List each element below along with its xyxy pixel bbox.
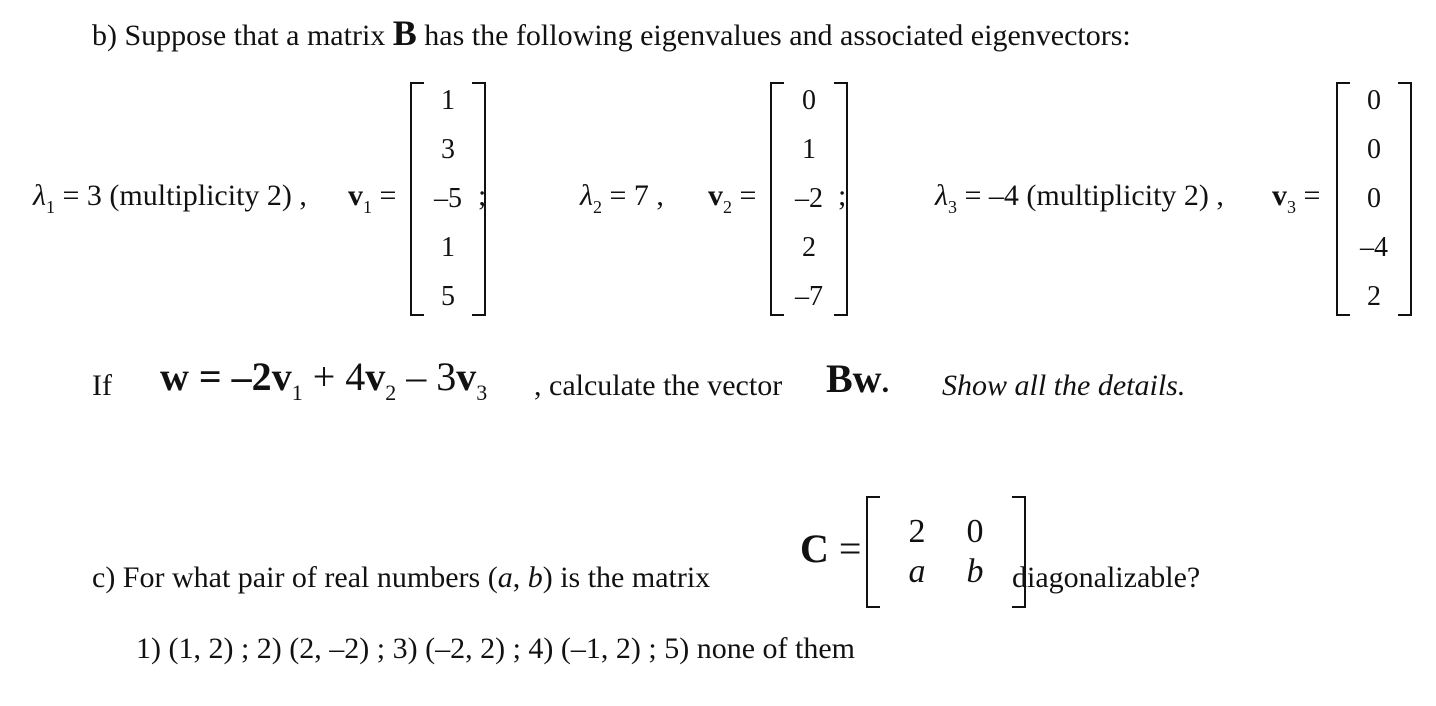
matrix-entry: 1 [441,232,455,263]
bw-symbol [826,357,889,405]
vector-subscript: 3 [1287,197,1296,217]
equals-sign: = [828,526,862,571]
lambda-subscript: 2 [593,197,602,217]
vector-symbol: v [365,354,386,399]
vector-subscript: 2 [723,197,732,217]
eigenvector-1-label [348,179,396,216]
matrix-entry: 0 [1367,134,1381,165]
vector-symbol: v [708,179,723,212]
vector-subscript: 2 [385,380,397,405]
diagonalizable-text: diagonalizable? [1012,561,1201,594]
lambda-subscript: 3 [948,197,957,217]
intro-prefix: b) Suppose that a matrix [92,19,393,52]
part-b-intro [92,13,1131,53]
part-c-question [92,561,710,595]
bw-text: Bw [826,356,882,401]
vector-symbol: v [456,354,477,399]
lambda-symbol: λ [935,179,948,212]
matrix-entry: 5 [441,281,455,312]
matrix-entry: –5 [434,183,462,214]
matrix-entry: –7 [795,281,823,312]
minus-term: – 3 [396,354,457,399]
vector-symbol: v [1272,179,1287,212]
matrix-entry: 0 [966,513,984,550]
separator: ; [478,179,487,212]
right-bracket [1398,82,1412,316]
matrix-entry: 1 [441,85,455,116]
left-bracket [410,82,424,316]
var-b: b [527,561,543,594]
equals-sign: = [732,179,757,212]
matrix-entry: 0 [802,85,816,116]
vector-subscript: 1 [291,380,303,405]
lambda-subscript: 1 [46,197,55,217]
vector-subscript: 1 [363,197,372,217]
matrix-entry: –2 [795,183,823,214]
left-bracket [866,496,880,608]
eigenvalue-3 [935,179,1224,216]
left-bracket [770,82,784,316]
eigenvalue-1 [33,179,307,216]
matrix-entry: 2 [908,513,926,550]
calculate-text: , calculate the vector [534,369,783,402]
matrix-entry: 3 [441,134,455,165]
equals-sign: = [372,179,397,212]
answer-options: 1) (1, 2) ; 2) (2, –2) ; 3) (–2, 2) ; 4) (–1, 2) ; 5) none of them [136,632,856,665]
matrix-entry: a [908,553,926,590]
matrix-c-symbol: C [800,526,829,571]
var-a: a [497,561,513,594]
lambda-symbol: λ [33,179,46,212]
matrix-entry: 0 [1367,183,1381,214]
eigenvector-2-matrix [770,82,848,316]
lambda-symbol: λ [580,179,593,212]
lambda-value: = 3 (multiplicity 2) , [55,179,307,212]
matrix-entry: 2 [802,232,816,263]
left-bracket [1336,82,1350,316]
equals-sign: = [1296,179,1321,212]
lambda-value: = 7 , [602,179,664,212]
eigenvector-1-matrix [410,82,486,316]
if-label: If [92,369,112,402]
w-lhs: w = –2 [160,354,272,399]
matrix-entry: 2 [1367,281,1381,312]
eigenvector-3-matrix [1336,82,1412,316]
matrix-c [866,496,1026,608]
matrix-entry: –4 [1360,232,1388,263]
vector-symbol: v [271,354,292,399]
matrix-b-symbol: B [392,13,417,53]
matrix-entry: b [966,553,984,590]
lambda-value: = –4 (multiplicity 2) , [957,179,1224,212]
eigenvector-2-label [708,179,756,216]
show-details-note: Show all the details. [942,369,1186,402]
vector-subscript: 3 [476,380,488,405]
separator: ; [838,179,847,212]
matrix-c-label [800,527,861,571]
intro-suffix: has the following eigenvalues and associated eigenvectors: [416,19,1131,52]
plus-term: + 4 [302,354,366,399]
matrix-entry: 0 [1367,85,1381,116]
matrix-entry: 1 [802,134,816,165]
vector-symbol: v [348,179,363,212]
eigenvalue-2 [580,179,664,216]
eigenvector-3-label [1272,179,1320,216]
period: . [881,366,890,399]
comma: , [512,561,528,594]
w-expression [160,355,487,405]
question-end: ) is the matrix [542,561,711,594]
question-text: c) For what pair of real numbers ( [92,561,498,594]
